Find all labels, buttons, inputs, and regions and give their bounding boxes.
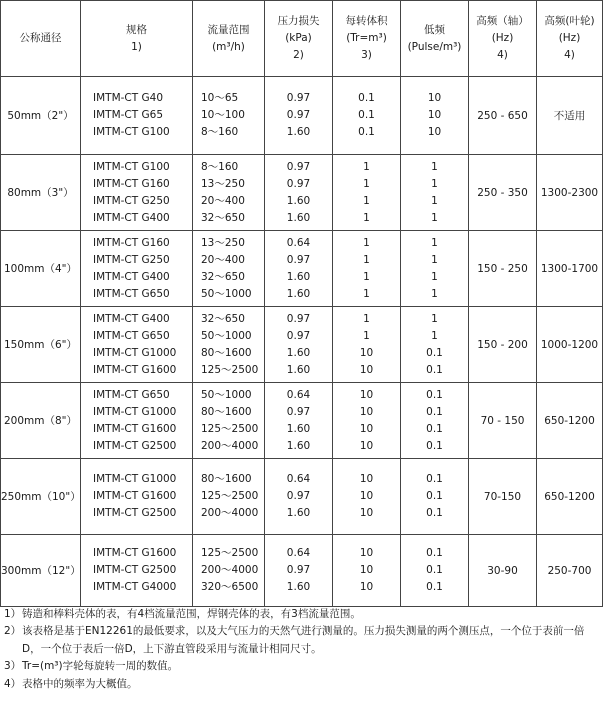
pressure-loss-cell-stack xyxy=(265,90,332,141)
nominal-diameter-cell: 300mm（12"） xyxy=(1,535,81,607)
cell-value: 50～1000 xyxy=(201,329,252,342)
cell-value: 1 xyxy=(431,160,438,173)
cell-value: IMTM-CT G2500 xyxy=(93,507,177,519)
cell-value: 0.97 xyxy=(286,177,311,190)
cell-value: IMTM-CT G65 xyxy=(93,109,163,121)
cell-value: 0.1 xyxy=(426,547,443,559)
cell-value: IMTM-CT G400 xyxy=(93,270,170,283)
header-hf-shaft xyxy=(469,1,537,77)
cell-value: 80～1600 xyxy=(201,473,252,485)
cell-value: 0.1 xyxy=(426,346,443,359)
cell-value: IMTM-CT G250 xyxy=(93,194,170,207)
low-frequency-cell xyxy=(401,307,469,383)
hf-shaft-cell: 70-150 xyxy=(469,459,537,535)
pressure-loss-cell xyxy=(265,155,333,231)
cell-value: 1 xyxy=(431,236,438,249)
cell-value: 1 xyxy=(363,312,370,325)
model-cell-stack xyxy=(81,387,192,455)
cell-value: 10 xyxy=(427,126,442,138)
cell-value: 0.1 xyxy=(426,363,443,376)
cell-value: 0.1 xyxy=(426,564,443,576)
low-frequency-cell xyxy=(401,77,469,155)
cell-value: IMTM-CT G650 xyxy=(93,388,170,401)
model-cell xyxy=(81,535,193,607)
model-cell-stack xyxy=(81,311,192,379)
flow-range-cell xyxy=(193,231,265,307)
cell-value: 1 xyxy=(431,312,438,325)
pressure-loss-cell-stack xyxy=(265,545,332,596)
cell-value: IMTM-CT G250 xyxy=(93,253,170,266)
low-frequency-cell-stack xyxy=(401,90,468,141)
model-cell-stack xyxy=(81,90,192,141)
cell-value: 0.97 xyxy=(286,329,311,342)
flow-range-cell xyxy=(193,307,265,383)
cell-value: 1 xyxy=(431,253,438,266)
cell-value: 80～1600 xyxy=(201,346,252,359)
cell-value: 20～400 xyxy=(201,194,245,207)
volume-per-rev-cell-stack xyxy=(333,387,400,455)
header-line: (kPa) xyxy=(285,32,312,44)
table-row xyxy=(1,459,603,535)
cell-value: 1 xyxy=(431,287,438,300)
model-cell-stack xyxy=(81,471,192,522)
header-line: 4) xyxy=(497,49,508,61)
cell-value: 50～1000 xyxy=(201,388,252,401)
cell-value: 125～2500 xyxy=(201,422,259,435)
cell-value: 10 xyxy=(359,363,374,376)
header-line: 公称通径 xyxy=(19,32,62,44)
cell-value: 50～1000 xyxy=(201,287,252,300)
hf-shaft-cell: 150 - 250 xyxy=(469,231,537,307)
cell-value: IMTM-CT G160 xyxy=(93,177,170,190)
cell-value: 0.97 xyxy=(286,405,311,418)
cell-value: 0.1 xyxy=(426,473,443,485)
hf-impeller-cell: 1000-1200 xyxy=(537,307,603,383)
cell-value: 0.64 xyxy=(286,473,311,485)
pressure-loss-cell-stack xyxy=(265,235,332,303)
pressure-loss-cell xyxy=(265,307,333,383)
model-cell xyxy=(81,77,193,155)
cell-value: 1 xyxy=(363,270,370,283)
header-volume-per-rev xyxy=(333,1,401,77)
cell-value: 1.60 xyxy=(286,211,311,224)
cell-value: 0.1 xyxy=(426,581,443,593)
header-flow-range xyxy=(193,1,265,77)
cell-value: 10 xyxy=(359,564,374,576)
cell-value: 1.60 xyxy=(286,287,311,300)
pressure-loss-cell-stack xyxy=(265,471,332,522)
cell-value: 0.64 xyxy=(286,236,311,249)
flow-range-cell xyxy=(193,155,265,231)
cell-value: 0.64 xyxy=(286,388,311,401)
low-frequency-cell xyxy=(401,459,469,535)
nominal-diameter-cell: 200mm（8"） xyxy=(1,383,81,459)
cell-value: 0.97 xyxy=(286,490,311,502)
cell-value: 10 xyxy=(427,109,442,121)
cell-value: 10 xyxy=(359,422,374,435)
cell-value: 1 xyxy=(431,270,438,283)
flow-range-cell xyxy=(193,535,265,607)
cell-value: 1.60 xyxy=(286,126,311,138)
flow-range-cell-stack xyxy=(193,159,264,227)
cell-value: 1.60 xyxy=(286,363,311,376)
cell-value: IMTM-CT G650 xyxy=(93,287,170,300)
low-frequency-cell xyxy=(401,535,469,607)
header-model xyxy=(81,1,193,77)
cell-value: 200～4000 xyxy=(201,439,259,452)
cell-value: IMTM-CT G1000 xyxy=(93,346,177,359)
volume-per-rev-cell-stack xyxy=(333,90,400,141)
volume-per-rev-cell xyxy=(333,307,401,383)
nominal-diameter-cell: 80mm（3"） xyxy=(1,155,81,231)
cell-value: IMTM-CT G400 xyxy=(93,312,170,325)
cell-value: IMTM-CT G1000 xyxy=(93,405,177,418)
footnote-text: 铸造和棒料壳体的表，有4档流量范围，焊钢壳体的表，有3档流量范围。 xyxy=(22,608,361,620)
footnotes xyxy=(4,606,600,693)
cell-value: 200～4000 xyxy=(201,564,259,576)
cell-value: 0.97 xyxy=(286,564,311,576)
header-line: 规格 xyxy=(126,23,147,36)
model-cell xyxy=(81,231,193,307)
footnote-number: 2） xyxy=(4,625,22,638)
cell-value: 0.64 xyxy=(286,547,311,559)
volume-per-rev-cell-stack xyxy=(333,311,400,379)
cell-value: 10 xyxy=(359,490,374,502)
flow-range-cell xyxy=(193,77,265,155)
cell-value: 10 xyxy=(359,388,374,401)
cell-value: IMTM-CT G1000 xyxy=(93,473,177,485)
footnote xyxy=(4,623,600,658)
cell-value: IMTM-CT G40 xyxy=(93,92,163,104)
hf-impeller-cell: 250-700 xyxy=(537,535,603,607)
cell-value: 0.97 xyxy=(286,312,311,325)
volume-per-rev-cell-stack xyxy=(333,471,400,522)
header-line: 高频(叶轮) xyxy=(544,15,595,27)
volume-per-rev-cell-stack xyxy=(333,159,400,227)
header-line: (m³/h) xyxy=(212,40,245,53)
header-line: (Tr=m³) xyxy=(346,32,387,44)
pressure-loss-cell xyxy=(265,383,333,459)
hf-impeller-cell: 不适用 xyxy=(537,77,603,155)
pressure-loss-cell xyxy=(265,77,333,155)
header-nominal-diameter xyxy=(1,1,81,77)
header-line: 2) xyxy=(293,49,304,61)
header-hf-impeller xyxy=(537,1,603,77)
header-line: 3) xyxy=(361,49,372,61)
header-line: 每转体积 xyxy=(345,15,388,27)
footnote-text: 表格中的频率为大概值。 xyxy=(22,677,138,690)
cell-value: 0.1 xyxy=(426,439,443,452)
cell-value: 0.1 xyxy=(358,109,375,121)
cell-value: 0.1 xyxy=(426,422,443,435)
cell-value: 1 xyxy=(431,177,438,190)
cell-value: 10 xyxy=(427,92,442,104)
cell-value: IMTM-CT G1600 xyxy=(93,490,177,502)
footnote-number: 4） xyxy=(4,677,22,690)
hf-impeller-cell: 650-1200 xyxy=(537,459,603,535)
hf-shaft-cell: 150 - 200 xyxy=(469,307,537,383)
cell-value: IMTM-CT G2500 xyxy=(93,564,177,576)
low-frequency-cell-stack xyxy=(401,471,468,522)
low-frequency-cell-stack xyxy=(401,545,468,596)
footnote-number: 3） xyxy=(4,660,22,673)
model-cell-stack xyxy=(81,159,192,227)
header-row xyxy=(1,1,603,77)
cell-value: IMTM-CT G1600 xyxy=(93,547,177,559)
cell-value: 1 xyxy=(363,211,370,224)
pressure-loss-cell-stack xyxy=(265,311,332,379)
header-line: (Pulse/m³) xyxy=(407,40,462,53)
footnote-number: 1） xyxy=(4,608,22,620)
pressure-loss-cell xyxy=(265,231,333,307)
hf-shaft-cell: 250 - 350 xyxy=(469,155,537,231)
volume-per-rev-cell-stack xyxy=(333,545,400,596)
header-line: 压力损失 xyxy=(277,15,320,27)
footnote-text: 该表格是基于EN12261的最低要求，以及大气压力的天然气进行测量的。压力损失测量的两个测压点，一个位于表前一倍D，一个位于表后一倍D，上下游直管段采用与流量计相同尺寸。 xyxy=(22,625,585,655)
header-line: 4) xyxy=(564,49,575,61)
volume-per-rev-cell xyxy=(333,459,401,535)
cell-value: IMTM-CT G100 xyxy=(93,160,170,173)
cell-value: 10 xyxy=(359,346,374,359)
header-line: 流量范围 xyxy=(207,23,250,36)
pressure-loss-cell-stack xyxy=(265,159,332,227)
hf-shaft-cell: 250 - 650 xyxy=(469,77,537,155)
cell-value: 10 xyxy=(359,473,374,485)
flow-range-cell xyxy=(193,459,265,535)
cell-value: 10 xyxy=(359,581,374,593)
flow-range-cell-stack xyxy=(193,235,264,303)
flow-range-cell xyxy=(193,383,265,459)
cell-value: 1 xyxy=(431,329,438,342)
cell-value: 125～2500 xyxy=(201,490,259,502)
cell-value: 13～250 xyxy=(201,236,245,249)
cell-value: 10～100 xyxy=(201,109,245,121)
cell-value: 10～65 xyxy=(201,92,239,104)
volume-per-rev-cell xyxy=(333,535,401,607)
table-row xyxy=(1,307,603,383)
table-row xyxy=(1,231,603,307)
low-frequency-cell-stack xyxy=(401,235,468,303)
cell-value: 20～400 xyxy=(201,253,245,266)
pressure-loss-cell-stack xyxy=(265,387,332,455)
cell-value: 1 xyxy=(363,160,370,173)
header-line: 1) xyxy=(131,40,142,53)
cell-value: IMTM-CT G650 xyxy=(93,329,170,342)
model-cell xyxy=(81,307,193,383)
table-row xyxy=(1,383,603,459)
header-pressure-loss xyxy=(265,1,333,77)
nominal-diameter-cell: 250mm（10"） xyxy=(1,459,81,535)
cell-value: 1.60 xyxy=(286,439,311,452)
model-cell-stack xyxy=(81,545,192,596)
low-frequency-cell-stack xyxy=(401,159,468,227)
cell-value: 0.1 xyxy=(426,405,443,418)
footnote xyxy=(4,606,600,623)
cell-value: 10 xyxy=(359,405,374,418)
volume-per-rev-cell xyxy=(333,155,401,231)
cell-value: 10 xyxy=(359,439,374,452)
cell-value: 1 xyxy=(363,177,370,190)
cell-value: 0.97 xyxy=(286,92,311,104)
model-cell xyxy=(81,155,193,231)
cell-value: 10 xyxy=(359,507,374,519)
nominal-diameter-cell: 100mm（4"） xyxy=(1,231,81,307)
model-cell-stack xyxy=(81,235,192,303)
cell-value: IMTM-CT G1600 xyxy=(93,422,177,435)
cell-value: 1 xyxy=(363,329,370,342)
flow-range-cell-stack xyxy=(193,90,264,141)
cell-value: 1.60 xyxy=(286,422,311,435)
cell-value: 32～650 xyxy=(201,211,245,224)
header-line: 高频（轴） xyxy=(476,15,529,27)
hf-shaft-cell: 70 - 150 xyxy=(469,383,537,459)
cell-value: 1 xyxy=(363,253,370,266)
volume-per-rev-cell xyxy=(333,383,401,459)
flow-range-cell-stack xyxy=(193,387,264,455)
cell-value: IMTM-CT G400 xyxy=(93,211,170,224)
footnote xyxy=(4,658,600,675)
cell-value: 125～2500 xyxy=(201,363,259,376)
cell-value: 0.1 xyxy=(426,490,443,502)
model-cell xyxy=(81,383,193,459)
cell-value: 1.60 xyxy=(286,346,311,359)
cell-value: 0.97 xyxy=(286,109,311,121)
cell-value: 1 xyxy=(363,194,370,207)
volume-per-rev-cell xyxy=(333,77,401,155)
cell-value: 1 xyxy=(431,211,438,224)
cell-value: IMTM-CT G2500 xyxy=(93,439,177,452)
low-frequency-cell-stack xyxy=(401,387,468,455)
table-row xyxy=(1,77,603,155)
table-row xyxy=(1,535,603,607)
low-frequency-cell xyxy=(401,383,469,459)
cell-value: 8～160 xyxy=(201,160,239,173)
cell-value: 1 xyxy=(431,194,438,207)
cell-value: 0.1 xyxy=(358,126,375,138)
cell-value: 0.97 xyxy=(286,160,311,173)
cell-value: IMTM-CT G4000 xyxy=(93,581,177,593)
volume-per-rev-cell xyxy=(333,231,401,307)
cell-value: 1 xyxy=(363,236,370,249)
cell-value: IMTM-CT G1600 xyxy=(93,363,177,376)
nominal-diameter-cell: 50mm（2"） xyxy=(1,77,81,155)
flow-range-cell-stack xyxy=(193,471,264,522)
cell-value: IMTM-CT G100 xyxy=(93,126,170,138)
cell-value: 0.97 xyxy=(286,253,311,266)
cell-value: 1 xyxy=(363,287,370,300)
pressure-loss-cell xyxy=(265,535,333,607)
cell-value: 1.60 xyxy=(286,194,311,207)
table-row xyxy=(1,155,603,231)
cell-value: 32～650 xyxy=(201,312,245,325)
low-frequency-cell-stack xyxy=(401,311,468,379)
cell-value: 1.60 xyxy=(286,581,311,593)
cell-value: 10 xyxy=(359,547,374,559)
cell-value: 13～250 xyxy=(201,177,245,190)
hf-impeller-cell: 650-1200 xyxy=(537,383,603,459)
cell-value: 0.1 xyxy=(426,388,443,401)
cell-value: 32～650 xyxy=(201,270,245,283)
nominal-diameter-cell: 150mm（6"） xyxy=(1,307,81,383)
flow-range-cell-stack xyxy=(193,545,264,596)
low-frequency-cell xyxy=(401,231,469,307)
cell-value: 0.1 xyxy=(358,92,375,104)
hf-impeller-cell: 1300-2300 xyxy=(537,155,603,231)
low-frequency-cell xyxy=(401,155,469,231)
cell-value: 125～2500 xyxy=(201,547,259,559)
cell-value: 1.60 xyxy=(286,507,311,519)
pressure-loss-cell xyxy=(265,459,333,535)
cell-value: 320～6500 xyxy=(201,581,259,593)
cell-value: 0.1 xyxy=(426,507,443,519)
cell-value: 1.60 xyxy=(286,270,311,283)
flow-range-cell-stack xyxy=(193,311,264,379)
cell-value: IMTM-CT G160 xyxy=(93,236,170,249)
footnote xyxy=(4,676,600,693)
header-low-frequency xyxy=(401,1,469,77)
header-line: (Hz) xyxy=(558,32,581,44)
hf-shaft-cell: 30-90 xyxy=(469,535,537,607)
cell-value: 8～160 xyxy=(201,126,239,138)
header-line: 低频 xyxy=(424,23,445,36)
cell-value: 200～4000 xyxy=(201,507,259,519)
footnote-text: Tr=(m³)字轮每旋转一周的数值。 xyxy=(22,660,179,673)
cell-value: 80～1600 xyxy=(201,405,252,418)
model-cell xyxy=(81,459,193,535)
volume-per-rev-cell-stack xyxy=(333,235,400,303)
hf-impeller-cell: 1300-1700 xyxy=(537,231,603,307)
header-line: (Hz) xyxy=(491,32,514,44)
